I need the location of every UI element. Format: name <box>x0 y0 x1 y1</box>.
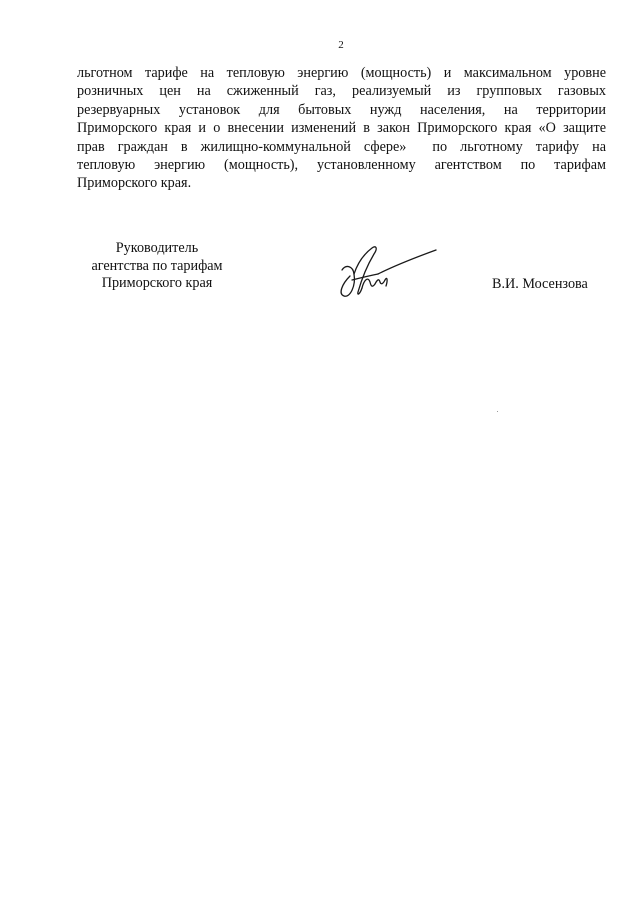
signatory-title-line: Руководитель <box>115 240 199 256</box>
body-line: розничных цен на сжиженный газ, реализуемый из групповых газовых <box>77 83 606 100</box>
signature-icon <box>332 240 442 302</box>
body-line: Приморского края. <box>77 175 192 192</box>
body-line: льготном тарифе на тепловую энергию (мощность) и максимальном уровне <box>77 65 606 81</box>
signatory-title-line: агентства по тарифам <box>91 257 223 274</box>
body-paragraph <box>77 64 606 193</box>
signatory-name: В.И. Мосензова <box>492 276 588 292</box>
body-line: прав граждан в жилищно-коммунальной сфере» по льготному тарифу на <box>77 138 606 155</box>
body-line: тепловую энергию (мощность), установленному агентством по тарифам <box>77 157 606 174</box>
body-line: резервуарных установок для бытовых нужд населения, на территории <box>77 101 606 118</box>
body-line: Приморского края и о внесении изменений в закон Приморского края «О защите <box>77 120 606 137</box>
signatory-title-line: Приморского края <box>101 275 213 292</box>
scan-speck <box>497 411 498 412</box>
signatory-title <box>72 240 242 293</box>
page-number: 2 <box>338 39 344 51</box>
